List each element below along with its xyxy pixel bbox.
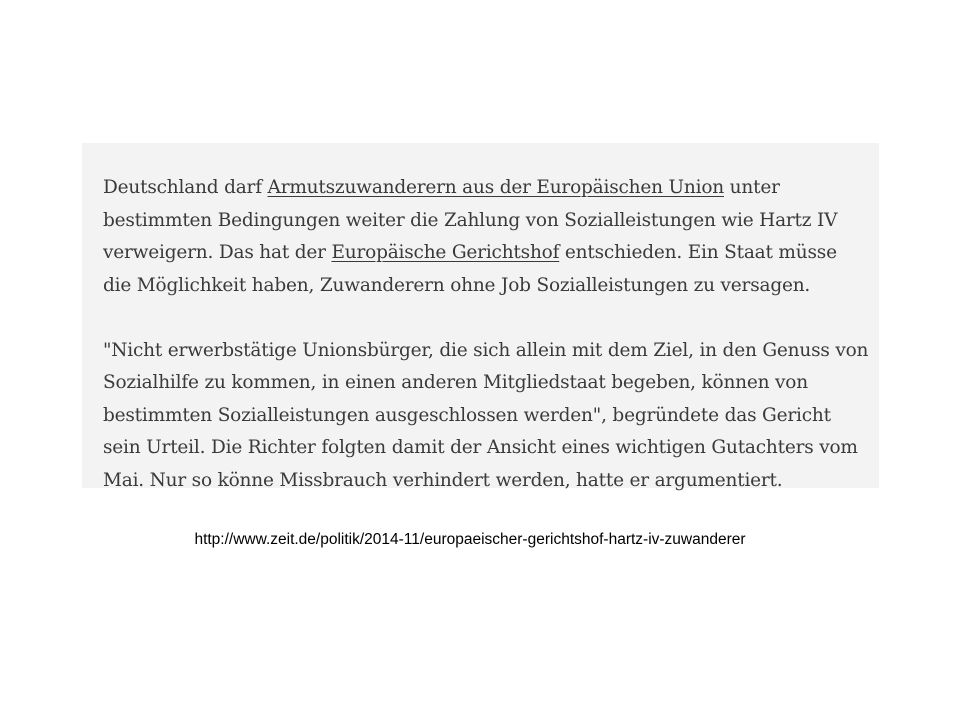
paragraph-1-text-2: unter bestimmten Bedingungen weiter die Zahlung von Sozialleistungen wie Hartz IV verweigern. Das hat der [103, 177, 838, 263]
article-excerpt [82, 143, 879, 491]
paragraph-1 [103, 172, 869, 302]
paragraph-1-text-1: Deutschland darf [103, 177, 268, 198]
link-armutszuwanderern[interactable]: Armutszuwanderern aus der Europäischen Union [267, 177, 724, 198]
paragraph-2: "Nicht erwerbstätige Unionsbürger, die sich allein mit dem Ziel, in den Genuss von Sozialhilfe zu kommen, in einen anderen Mitgliedstaat begeben, können von bestimmten Sozialleistungen ausgeschlossen werden", begründete das Gericht sein Urteil. Die Richter folgten damit der Ansicht eines wichtigen Gutachters vom Mai. Nur so könne Missbrauch verhindert werden, hatte er argumentiert. [103, 339, 869, 491]
link-europaeischer-gerichtshof[interactable]: Europäische Gerichtshof [331, 242, 560, 263]
paragraph-1-text-3: entschieden. Ein Staat müsse die Möglichkeit haben, Zuwanderern ohne Job Sozialleistungen zu versagen. [103, 242, 837, 296]
source-url: http://www.zeit.de/politik/2014-11/europaeischer-gerichtshof-hartz-iv-zuwanderer [194, 531, 746, 548]
